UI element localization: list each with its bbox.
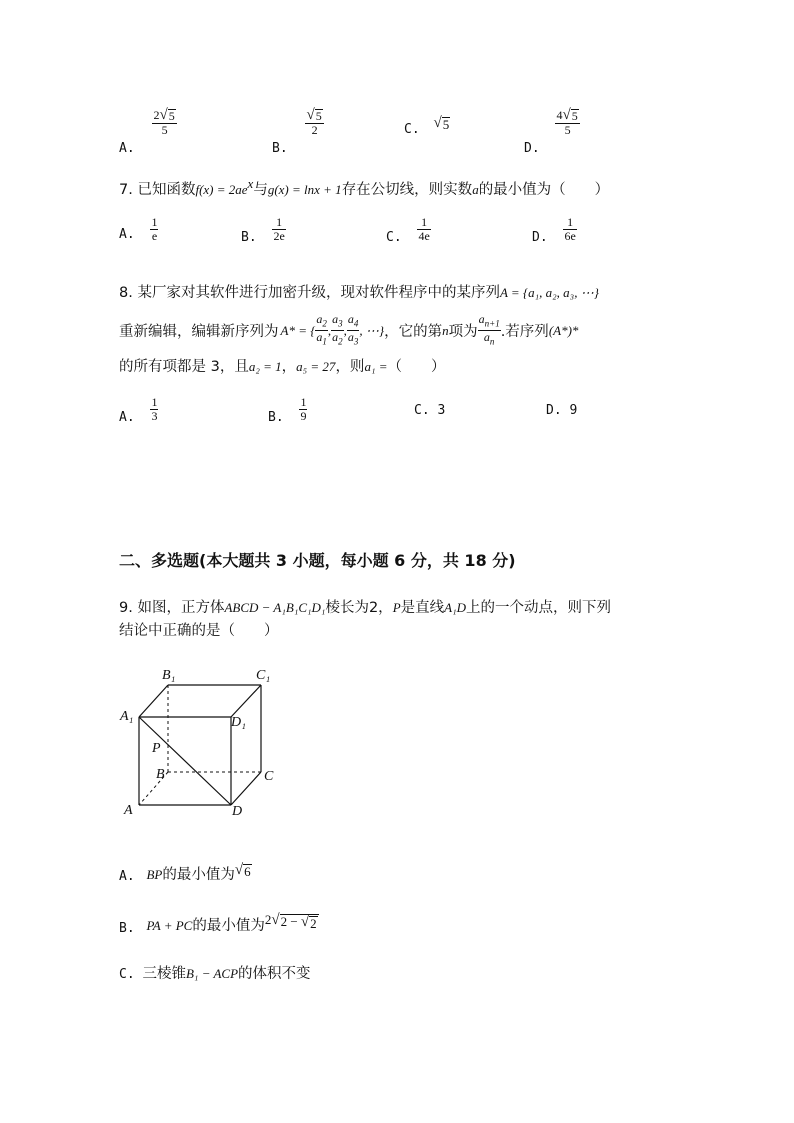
- q7-option-b: B. $\frac{1}{2e}$: [241, 215, 285, 245]
- q7-option-a: A. $\frac{1}{e}$: [119, 215, 158, 243]
- q9-option-b: B. PA + PC的最小值为2 √ 2 − √ 2: [119, 912, 317, 936]
- q6-c-sqrt: √ 5: [433, 115, 450, 132]
- q6-option-c: C. √ 5: [404, 115, 450, 137]
- q7-stem: 7. 已知函数$f(x) = 2ae^x$与g(x) = lnx + 1存在公切线，则实数a的最小值为（ ）: [119, 176, 610, 198]
- label-c1: C₁: [256, 668, 271, 683]
- label-d: D: [232, 804, 243, 819]
- q8-option-a: A. $\frac{1}{3}$: [119, 395, 158, 425]
- q6-b-fraction: √ 5 2: [306, 107, 322, 137]
- section-heading: 二、多选题(本大题共 3 小题，每小题 6 分，共 18 分): [119, 551, 516, 570]
- sqrt-sign: √ 5: [562, 107, 578, 123]
- label-b: B: [156, 767, 165, 782]
- label-b1: B₁: [162, 668, 176, 683]
- sqrt-sign: √ 5: [159, 107, 175, 123]
- label-c: C: [264, 769, 274, 784]
- sqrt-sign: √ 6: [234, 862, 251, 879]
- q8-option-c: C. 3: [414, 403, 446, 418]
- q6-a-label: A.: [119, 141, 135, 156]
- q9-line-2: 结论中正确的是（ ）: [119, 623, 279, 639]
- q8-option-b: B. $\frac{1}{9}$: [268, 395, 307, 425]
- q6-b-label: B.: [272, 141, 288, 156]
- sqrt-sign: √ 2 − √ 2: [271, 912, 317, 931]
- q9-line-1: 9. 如图，正方体ABCD − A₁B₁C₁D₁棱长为2，P是直线A₁D上的一个动点，则下列: [119, 600, 611, 616]
- sqrt-sign: √ 5: [306, 107, 322, 123]
- label-a: A: [124, 803, 133, 818]
- q8-line-3: 的所有项都是 3，且a₂ = 1，a₅ = 27，则a₁ =（ ）: [119, 359, 446, 375]
- sqrt-sign: √ 2: [300, 914, 317, 931]
- q6-option-b: [272, 107, 324, 156]
- q6-d-fraction: 4 √ 5 5: [556, 107, 578, 137]
- label-a1: A₁: [120, 709, 134, 724]
- q9-option-c: C. 三棱锥B₁ − ACP的体积不变: [119, 966, 311, 982]
- q6-option-a: [119, 107, 177, 156]
- q8-line-2: 重新编辑，编辑新序列为 A* = { $\frac{a_2}{a_1}$ , $\frac{a_3}{a_2}$ , $\frac{a_4}{a_3}$ , ⋯} ，它的第 n 项为 $\frac{a_{n+1}}{a_n}$ .若序列 (A*)*: [119, 312, 579, 347]
- q7-option-c: C. $\frac{1}{4e}$: [386, 215, 430, 245]
- q6-a-fraction: 2 √ 5 5: [153, 107, 175, 137]
- q7-option-d: D. $\frac{1}{6e}$: [532, 215, 576, 245]
- q8-line-1: 8. 某厂家对其软件进行加密升级，现对软件程序中的某序列A = {a₁, a₂, a₃, ⋯}: [119, 285, 599, 301]
- cube-figure: [118, 662, 288, 822]
- q9-option-a: A. BP的最小值为 √ 6: [119, 862, 251, 884]
- label-d1: D₁: [231, 715, 246, 730]
- label-p: P: [152, 741, 161, 756]
- q8-option-d: D. 9: [546, 403, 578, 418]
- q6-option-d: D. 4 √ 5 5: [524, 107, 578, 156]
